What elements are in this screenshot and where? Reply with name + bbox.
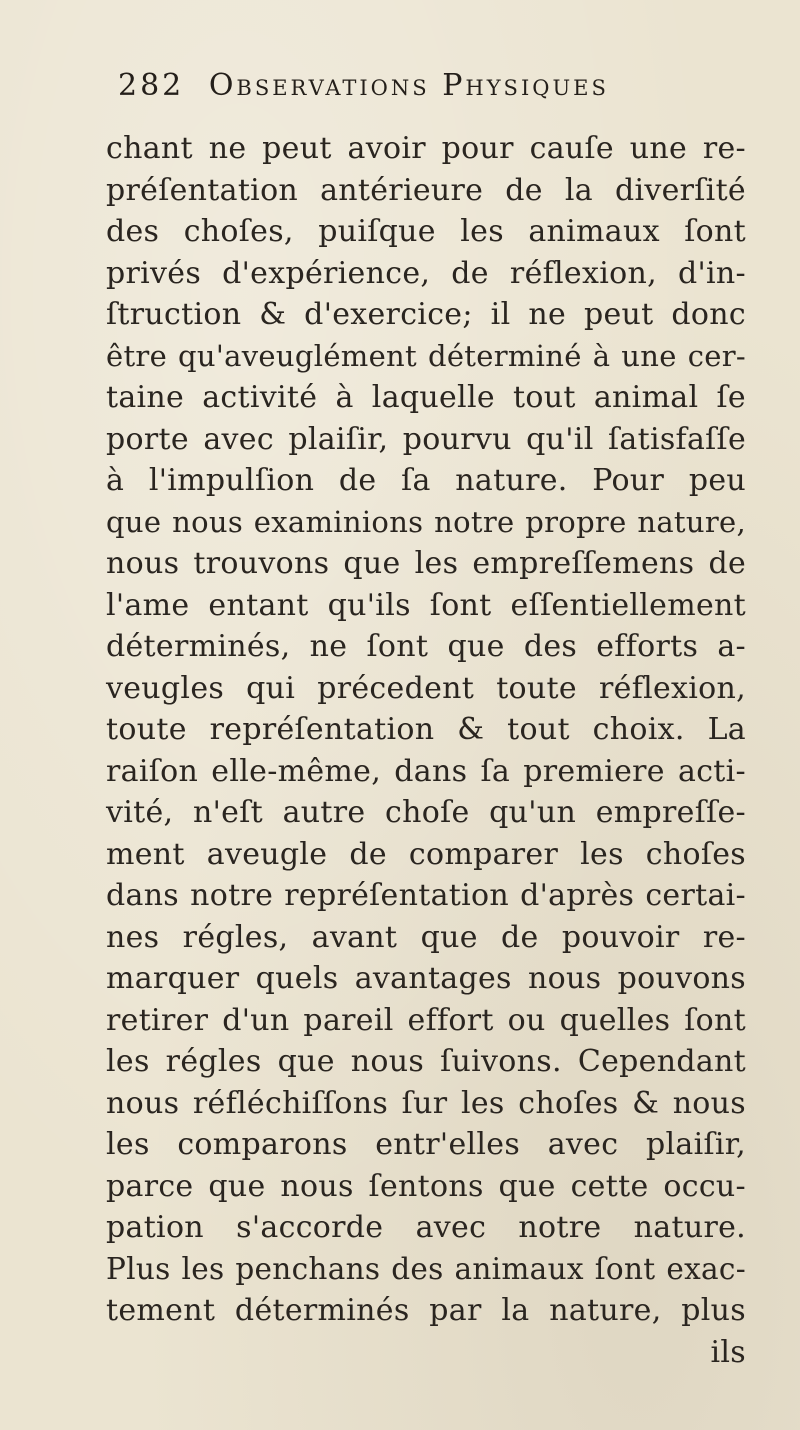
text-line: que nous examinions notre propre nature,: [106, 504, 746, 539]
text-line: dans notre repréſentation d'après certai-: [106, 878, 746, 913]
text-line: marquer quels avantages nous pouvons: [106, 961, 746, 996]
text-line: des choſes, puiſque les animaux ſont: [106, 214, 746, 249]
text-line: l'ame entant qu'ils ſont eſſentiellement: [106, 587, 746, 623]
text-line: veugles qui précedent toute réflexion,: [106, 670, 746, 706]
text-line: privés d'expérience, de réflexion, d'in-: [106, 255, 746, 291]
catchword: ils: [710, 1334, 746, 1370]
text-line: tement déterminés par la nature, plus: [106, 1293, 746, 1328]
text-line: taine activité à laquelle tout animal ſe: [106, 380, 746, 415]
text-line: chant ne peut avoir pour cauſe une re-: [106, 131, 746, 166]
body-text: [106, 128, 746, 1373]
text-line: à l'impulſion de ſa nature. Pour peu: [106, 463, 746, 498]
page-number: 282: [118, 68, 185, 103]
text-line: être qu'aveuglément déterminé à une cer-: [106, 338, 746, 373]
text-line: préſentation antérieure de la diverſité: [106, 172, 746, 208]
text-line: déterminés, ne ſont que des efforts a-: [106, 629, 746, 664]
text-line: vité, n'eſt autre choſe qu'un empreſſe-: [106, 795, 746, 830]
text-line: les comparons entr'elles avec plaiſir,: [106, 1127, 746, 1162]
text-line: raiſon elle-même, dans ſa premiere acti-: [106, 753, 746, 789]
text-line: nous trouvons que les empreſſemens de: [106, 546, 746, 581]
text-line: toute repréſentation & tout choix. La: [106, 712, 746, 747]
text-line: ment aveugle de comparer les choſes: [106, 836, 746, 872]
text-line: ſtruction & d'exercice; il ne peut donc: [106, 297, 746, 332]
text-line: nous réfléchiſſons ſur les choſes & nous: [106, 1085, 746, 1121]
text-line: parce que nous ſentons que cette occu-: [106, 1168, 746, 1204]
text-line: porte avec plaiſir, pourvu qu'il ſatisfaſſe: [106, 421, 746, 457]
text-line: retirer d'un pareil effort ou quelles ſont: [106, 1002, 746, 1038]
text-line: nes régles, avant que de pouvoir re-: [106, 919, 746, 955]
text-line: Plus les penchans des animaux ſont exac-: [106, 1251, 746, 1286]
text-line: les régles que nous ſuivons. Cependant: [106, 1044, 746, 1079]
running-title: Observations Physiques: [208, 68, 609, 103]
page-header: [118, 68, 738, 118]
text-line: pation s'accorde avec notre nature.: [106, 1210, 746, 1245]
